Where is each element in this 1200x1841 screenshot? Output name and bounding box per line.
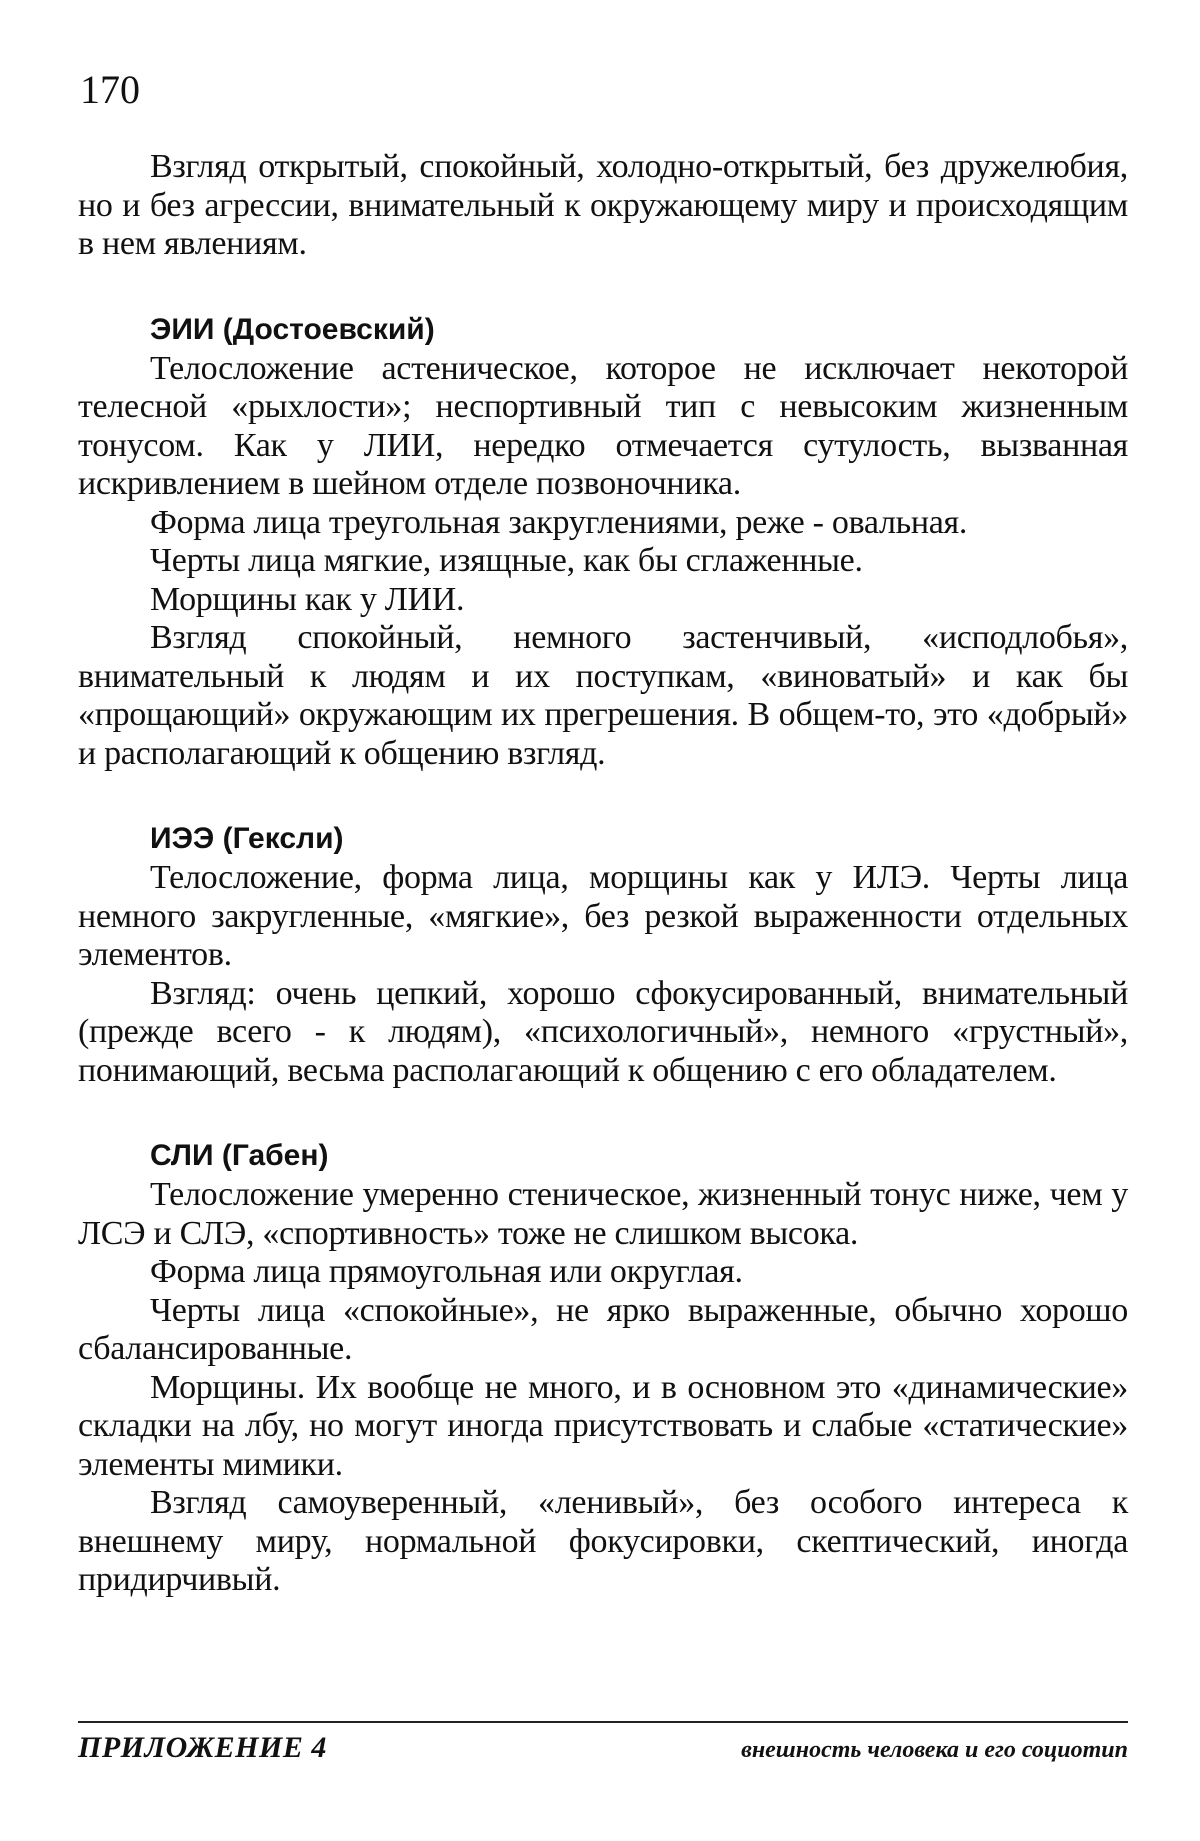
footer-book-title: внешность человека и его социотип [741, 1737, 1128, 1763]
paragraph: Взгляд самоуверенный, «ленивый», без особого интереса к внешнему миру, нормальной фокусировки, скептический, иногда придирчивый. [78, 1484, 1128, 1598]
section-heading: СЛИ (Габен) [150, 1139, 329, 1172]
paragraph: Взгляд: очень цепкий, хорошо сфокусированный, внимательный (прежде всего - к людям), «психологичный», немного «грустный», понимающий, весьма располагающий к общению с его обладателем. [78, 974, 1128, 1089]
footer-rule [78, 1721, 1128, 1723]
paragraph: Черты лица «спокойные», не ярко выраженные, обычно хорошо сбалансированные. [78, 1291, 1128, 1367]
paragraph: Морщины. Их вообще не много, и в основном это «динамические» складки на лбу, но могут иногда присутствовать и слабые «статические» элементы мимики. [78, 1368, 1128, 1483]
section-heading: ИЭЭ (Гексли) [150, 822, 344, 855]
paragraph: Форма лица треугольная закруглениями, реже - овальная. [150, 503, 968, 541]
paragraph: Форма лица прямоугольная или округлая. [150, 1253, 743, 1290]
paragraph: Телосложение, форма лица, морщины как у ИЛЭ. Черты лица немного закругленные, «мягкие», без резкой выраженности отдельных элементов. [78, 859, 1128, 973]
section-eii [78, 310, 1128, 774]
paragraph: Телосложение астеническоe, которое не исключает некоторой телесной «рыхлости»; неспортивный тип с невысоким жизненным тонусом. Как у ЛИИ, нередко отмечается сутулость, вызванная искривлением в шейном отделе позвоночника. [78, 349, 1128, 502]
footer-appendix-label: ПРИЛОЖЕНИЕ 4 [78, 1731, 327, 1764]
page-number: 170 [80, 67, 140, 112]
book-page [78, 0, 1128, 1841]
section-iee [78, 819, 1128, 1090]
paragraph: Морщины как у ЛИИ. [150, 580, 465, 618]
paragraph: Черты лица мягкие, изящные, как бы сглаженные. [150, 542, 863, 579]
paragraph: Взгляд спокойный, немного застенчивый, «исподлобья», внимательный к людям и их поступкам, «виноватый» и как бы «прощающий» окружающим их прегрешения. В общем-то, это «добрый» и располагающий к общению взгляд. [78, 619, 1128, 772]
intro-paragraph: Взгляд открытый, спокойный, холодно-открытый, без дружелюбия, но и без агрессии, внимательный к окружающему миру и происходящим в нем явлениям. [78, 148, 1128, 262]
page-content [78, 148, 1128, 1600]
section-sli [78, 1136, 1128, 1600]
paragraph: Телосложение умеренно стеническое, жизненный тонус ниже, чем у ЛСЭ и СЛЭ, «спортивность» тоже не слишком высока. [78, 1176, 1128, 1252]
section-heading: ЭИИ (Достоевский) [150, 312, 435, 346]
